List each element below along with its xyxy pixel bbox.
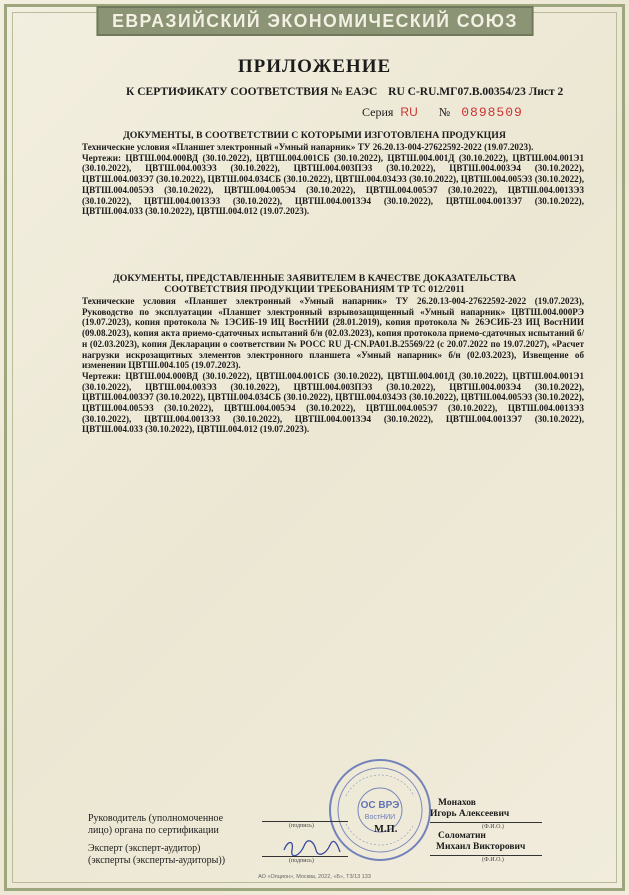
section2-drawings: Чертежи: ЦВТШ.004.000ВД (30.10.2022), ЦВТШ.004.001СБ (30.10.2022), ЦВТШ.004.001Д (30.10.2022), ЦВТШ.004.001Э1 (30.10.2022), ЦВТШ.004.003Э3 (30.10.2022), ЦВТШ.004.003ПЭ3 (30.10.2022), ЦВТШ.004.003Э4 (30.10.2022), ЦВТШ.004.003Э7 (30.10.2022), ЦВТШ.004.034СБ (30.10.2022), ЦВТШ.004.034Э3 (30.10.2022), ЦВТШ.004.005Э3 (30.10.2022), ЦВТШ.004.005Э3 (30.10.2022), ЦВТШ.004.005Э4 (30.10.2022), ЦВТШ.004.005Э7 (30.10.2022), ЦВТШ.004.0013Э3 (30.10.2022), ЦВТШ.004.0013Э3 (30.10.2022), ЦВТШ.004.0013Э4 (30.10.2022), ЦВТШ.004.0013Э7 (30.10.2022), ЦВТШ.004.033 (30.10.2022), ЦВТШ.004.012 (19.07.2023). <box>82 370 584 435</box>
expert-signature-hint: (подпись) <box>289 858 314 864</box>
section1-spec: Технические условия «Планшет электронный «Умный напарник» ТУ 26.20.13-004-27622592-2022 (19.07.2023). <box>82 142 534 152</box>
head-name: Игорь Алексеевич <box>430 809 510 819</box>
section1-heading: ДОКУМЕНТЫ, В СООТВЕТСТВИИ С КОТОРЫМИ ИЗГОТОВЛЕНА ПРОДУКЦИЯ <box>123 130 506 141</box>
section2-body <box>82 296 584 435</box>
head-signature-hint: (подпись) <box>289 823 314 829</box>
blank-number: 0898509 <box>461 105 523 120</box>
union-banner: ЕВРАЗИЙСКИЙ ЭКОНОМИЧЕСКИЙ СОЮЗ <box>96 6 533 36</box>
expert-name: Михаил Викторович <box>436 842 526 852</box>
section1-body <box>82 142 584 217</box>
section2-evidence: Технические условия «Планшет электронный «Умный напарник» ТУ 26.20.13-004-27622592-2022 (19.07.2023), Руководство по эксплуатации «Планшет электронный взрывозащищенный «Умный напарник» ЦВТШ.004.000РЭ (19.07.2023), копия протокола № 1ЭСИБ-19 ИЦ ВостНИИ (28.01.2019), копия протокола № 26ЭСИБ-23 ИЦ ВостНИИ (09.08.2023), копия акта приемо-сдаточных испытаний б/н (02.03.2023), копия протокола приемо-сдаточных испытаний б/н (02.03.2023), копия Декларации о соответствии № РОСС RU Д-CN.PA01.В.25569/22 (с 20.07.2022 по 19.07.2027), «Расчет нагрузки искрозащитных элементов электронного планшета «Умный напарник» б/н (02.03.2023), Извещение об изменении ЦВТШ.004.105 (19.07.2023). <box>82 296 584 371</box>
head-surname: Монахов <box>438 798 476 808</box>
seal-place-label: М.П. <box>374 824 398 835</box>
series-value: RU <box>400 105 418 119</box>
expert-label-1: Эксперт (эксперт-аудитор) <box>88 843 201 854</box>
stamp-subtext: ВостНИИ <box>364 814 396 821</box>
certificate-reference <box>126 86 563 98</box>
head-name-hint: (Ф.И.О.) <box>482 824 504 830</box>
print-info: АО «Опцион», Москва, 2022, «Б», Т3/13 133 <box>258 874 371 880</box>
expert-signature-line <box>262 856 348 857</box>
section2-heading-line1: ДОКУМЕНТЫ, ПРЕДСТАВЛЕННЫЕ ЗАЯВИТЕЛЕМ В КАЧЕСТВЕ ДОКАЗАТЕЛЬСТВА <box>112 273 517 284</box>
stamp-text: ОС ВРЭ <box>360 800 400 811</box>
section1-drawings: Чертежи: ЦВТШ.004.000ВД (30.10.2022), ЦВТШ.004.001СБ (30.10.2022), ЦВТШ.004.001Д (30.10.2022), ЦВТШ.004.001Э1 (30.10.2022), ЦВТШ.004.003Э3 (30.10.2022), ЦВТШ.004.003ПЭ3 (30.10.2022), ЦВТШ.004.003Э4 (30.10.2022), ЦВТШ.004.003Э7 (30.10.2022), ЦВТШ.004.034СБ (30.10.2022), ЦВТШ.004.034Э3 (30.10.2022), ЦВТШ.004.005Э3 (30.10.2022), ЦВТШ.004.005Э3 (30.10.2022), ЦВТШ.004.005Э4 (30.10.2022), ЦВТШ.004.005Э7 (30.10.2022), ЦВТШ.004.0013Э3 (30.10.2022), ЦВТШ.004.0013Э3 (30.10.2022), ЦВТШ.004.0013Э4 (30.10.2022), ЦВТШ.004.0013Э7 (30.10.2022), ЦВТШ.004.033 (30.10.2022), ЦВТШ.004.012 (19.07.2023). <box>82 152 584 217</box>
head-signature-line <box>262 821 348 822</box>
head-label-2: лицо) органа по сертификации <box>88 825 219 836</box>
expert-name-hint: (Ф.И.О.) <box>482 857 504 863</box>
certificate-prefix: К СЕРТИФИКАТУ СООТВЕТСТВИЯ № ЕАЭС <box>126 86 378 98</box>
page-title: ПРИЛОЖЕНИЕ <box>237 56 392 77</box>
head-label-1: Руководитель (уполномоченное <box>88 813 224 824</box>
certificate-number: RU С-RU.МГ07.В.00354/23 Лист 2 <box>388 86 564 98</box>
head-name-line <box>430 822 542 823</box>
expert-name-line <box>430 855 542 856</box>
section2-heading-line2: СООТВЕТСТВИЯ ПРОДУКЦИИ ТРЕБОВАНИЯМ ТР ТС 012/2011 <box>164 284 465 295</box>
series-line <box>362 105 523 120</box>
expert-label-2: (эксперты (эксперты-аудиторы)) <box>88 855 226 866</box>
series-label: Серия <box>362 105 394 119</box>
expert-handwritten-signature <box>280 836 344 858</box>
expert-surname: Соломатин <box>438 831 486 841</box>
number-label: № <box>438 105 451 119</box>
